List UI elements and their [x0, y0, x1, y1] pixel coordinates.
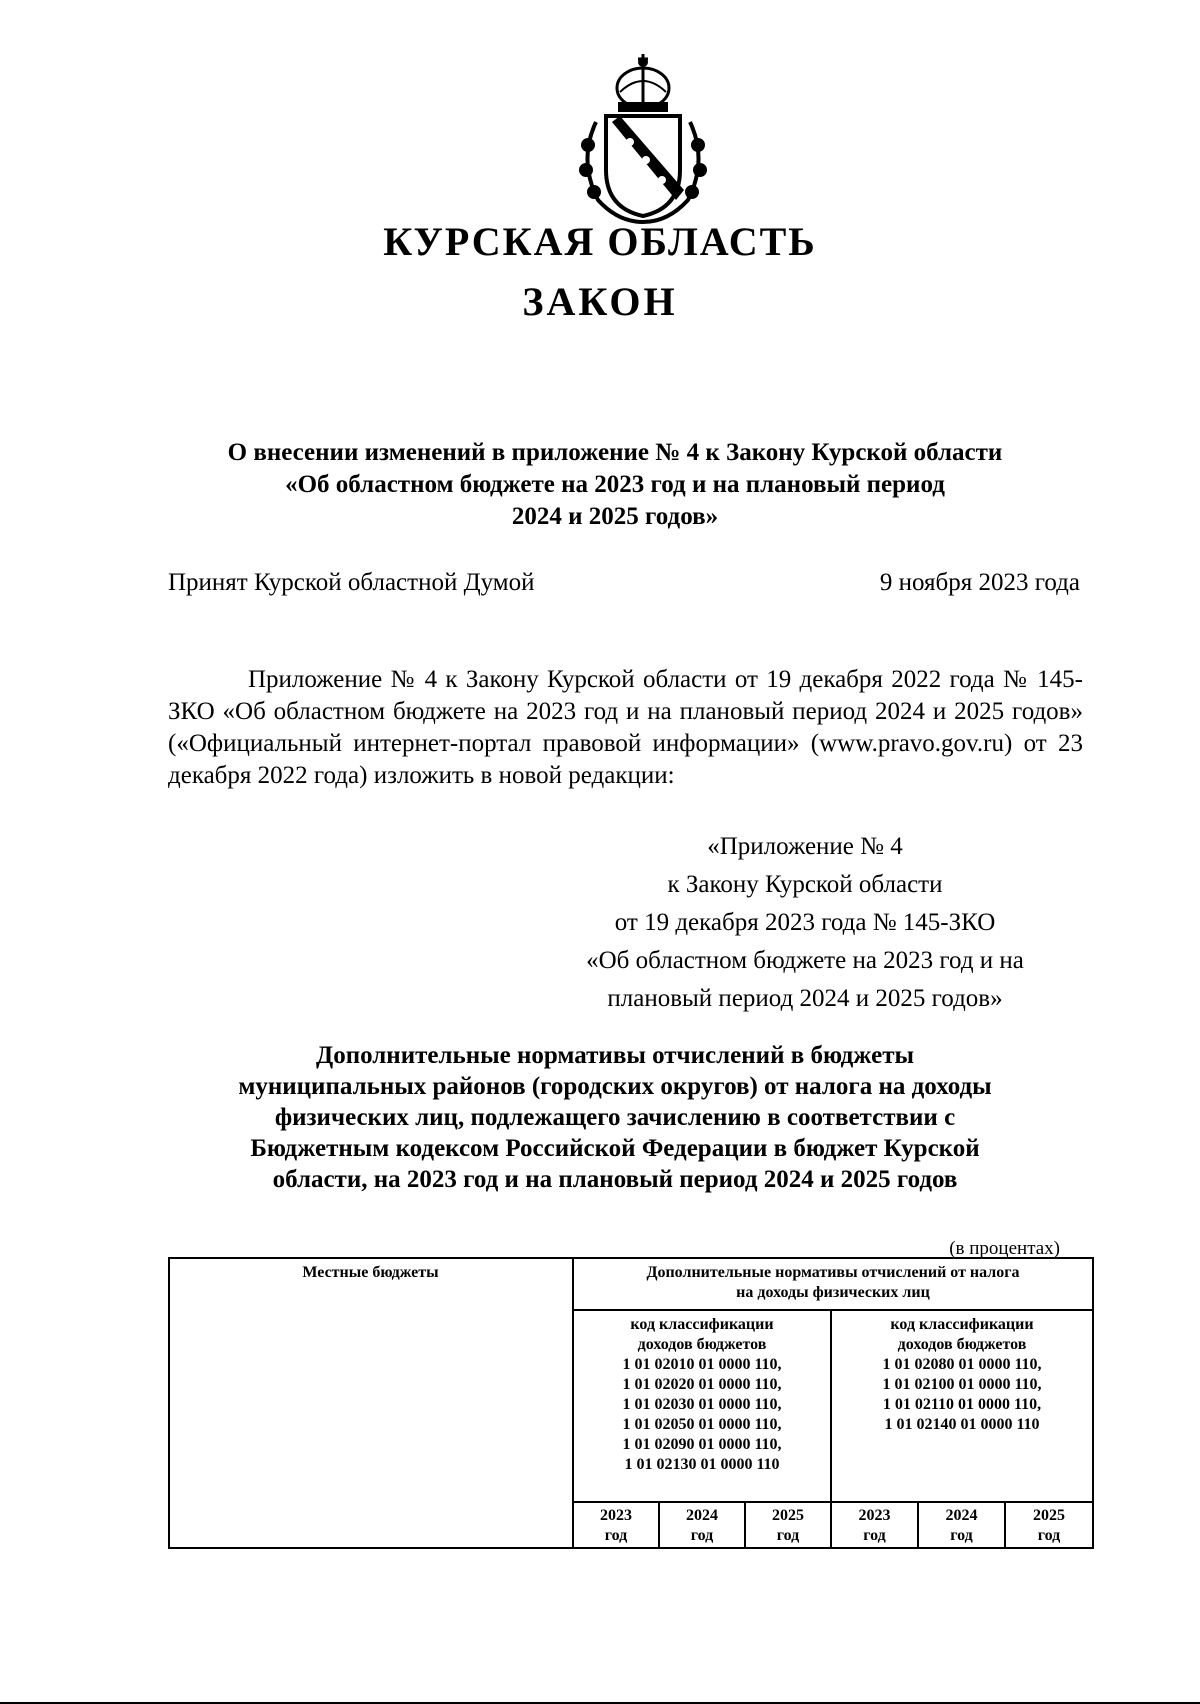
- column-group-line: на доходы физических лиц: [736, 1284, 930, 1301]
- classification-code: 1 01 02100 01 0000 110,: [882, 1376, 1042, 1393]
- unit-label: (в процентах): [949, 1238, 1060, 1259]
- adoption-line: [168, 566, 1080, 600]
- table-title-line: Дополнительные нормативы отчислений в бюджеты: [316, 1042, 914, 1069]
- adoption-date: 9 ноября 2023 года: [879, 569, 1080, 596]
- region-title: КУРСКАЯ ОБЛАСТЬ: [383, 219, 817, 264]
- standards-table: [168, 1257, 1094, 1549]
- code-group-heading: доходов бюджетов: [897, 1336, 1027, 1353]
- coat-of-arms-emblem: [568, 50, 718, 228]
- year-cell: [918, 1506, 1005, 1546]
- year-value: 2023: [858, 1507, 891, 1524]
- classification-code: 1 01 02130 01 0000 110: [624, 1456, 780, 1473]
- law-heading-line: 2024 и 2025 годов»: [511, 503, 719, 530]
- law-heading: [150, 437, 1080, 533]
- adopted-by: Принят Курской областной Думой: [168, 569, 535, 596]
- classification-code: 1 01 02050 01 0000 110,: [622, 1416, 782, 1433]
- classification-code: 1 01 02010 01 0000 110,: [622, 1356, 782, 1373]
- table-title-line: физических лиц, подлежащего зачислению в соответствии с: [274, 1104, 956, 1131]
- classification-code: 1 01 02090 01 0000 110,: [622, 1436, 782, 1453]
- law-heading-line: О внесении изменений в приложение № 4 к Закону Курской области: [227, 439, 1003, 466]
- appendix-line: от 19 декабря 2023 года № 145-ЗКО: [614, 909, 996, 936]
- year-value: 2025: [1033, 1507, 1065, 1524]
- document-type: ЗАКОН: [522, 279, 678, 324]
- code-group-heading: код классификации: [630, 1316, 774, 1333]
- year-word: год: [1037, 1527, 1061, 1544]
- year-value: 2023: [600, 1507, 632, 1524]
- year-cell: [1005, 1506, 1093, 1546]
- column-header-local-budgets: Местные бюджеты: [302, 1264, 439, 1281]
- year-word: год: [950, 1527, 973, 1544]
- code-group-heading: доходов бюджетов: [637, 1336, 767, 1353]
- year-value: 2024: [686, 1507, 718, 1524]
- shield-icon: [606, 116, 680, 216]
- table-title-line: области, на 2023 год и на плановый период 2024 и 2025 годов: [272, 1166, 958, 1193]
- year-word: год: [690, 1527, 714, 1544]
- classification-code: 1 01 02110 01 0000 110,: [882, 1396, 1042, 1413]
- appendix-reference: [520, 828, 1090, 1018]
- appendix-line: «Об областном бюджете на 2023 год и на: [586, 947, 1024, 974]
- year-cell: [573, 1506, 659, 1546]
- year-word: год: [863, 1527, 886, 1544]
- classification-code: 1 01 02020 01 0000 110,: [622, 1376, 782, 1393]
- right-code-group: [831, 1315, 1093, 1435]
- table-title-line: Бюджетным кодексом Российской Федерации в бюджет Курской: [250, 1135, 980, 1162]
- table-title-line: муниципальных районов (городских округов) от налога на доходы: [238, 1073, 992, 1100]
- left-code-group: [573, 1315, 831, 1475]
- code-group-heading: код классификации: [890, 1316, 1034, 1333]
- classification-code: 1 01 02140 01 0000 110: [884, 1416, 1040, 1433]
- year-value: 2024: [945, 1507, 978, 1524]
- classification-code: 1 01 02030 01 0000 110,: [622, 1396, 782, 1413]
- crown-icon: [617, 54, 669, 112]
- year-value: 2025: [772, 1507, 804, 1524]
- body-paragraph: Приложение № 4 к Закону Курской области от 19 декабря 2022 года № 145-ЗКО «Об областном бюджете на 2023 год и на плановый период 2024 и 2025 годов» («Официальный интернет-портал правовой информации» (www.pravo.gov.ru) от 23 декабря 2022 года) изложить в новой редакции:: [168, 666, 1083, 789]
- year-word: год: [604, 1527, 628, 1544]
- table-title: [150, 1040, 1080, 1195]
- classification-code: 1 01 02080 01 0000 110,: [882, 1356, 1042, 1373]
- law-heading-line: «Об областном бюджете на 2023 год и на плановый период: [285, 471, 945, 498]
- year-cell: [745, 1506, 831, 1546]
- year-cell: [831, 1506, 918, 1546]
- column-group-line: Дополнительные нормативы отчислений от налога: [646, 1264, 1020, 1281]
- appendix-line: к Закону Курской области: [667, 871, 943, 898]
- column-group-header: [573, 1263, 1093, 1303]
- year-cell: [659, 1506, 745, 1546]
- appendix-line: «Приложение № 4: [707, 833, 903, 860]
- appendix-line: плановый период 2024 и 2025 годов»: [607, 985, 1003, 1012]
- year-word: год: [776, 1527, 800, 1544]
